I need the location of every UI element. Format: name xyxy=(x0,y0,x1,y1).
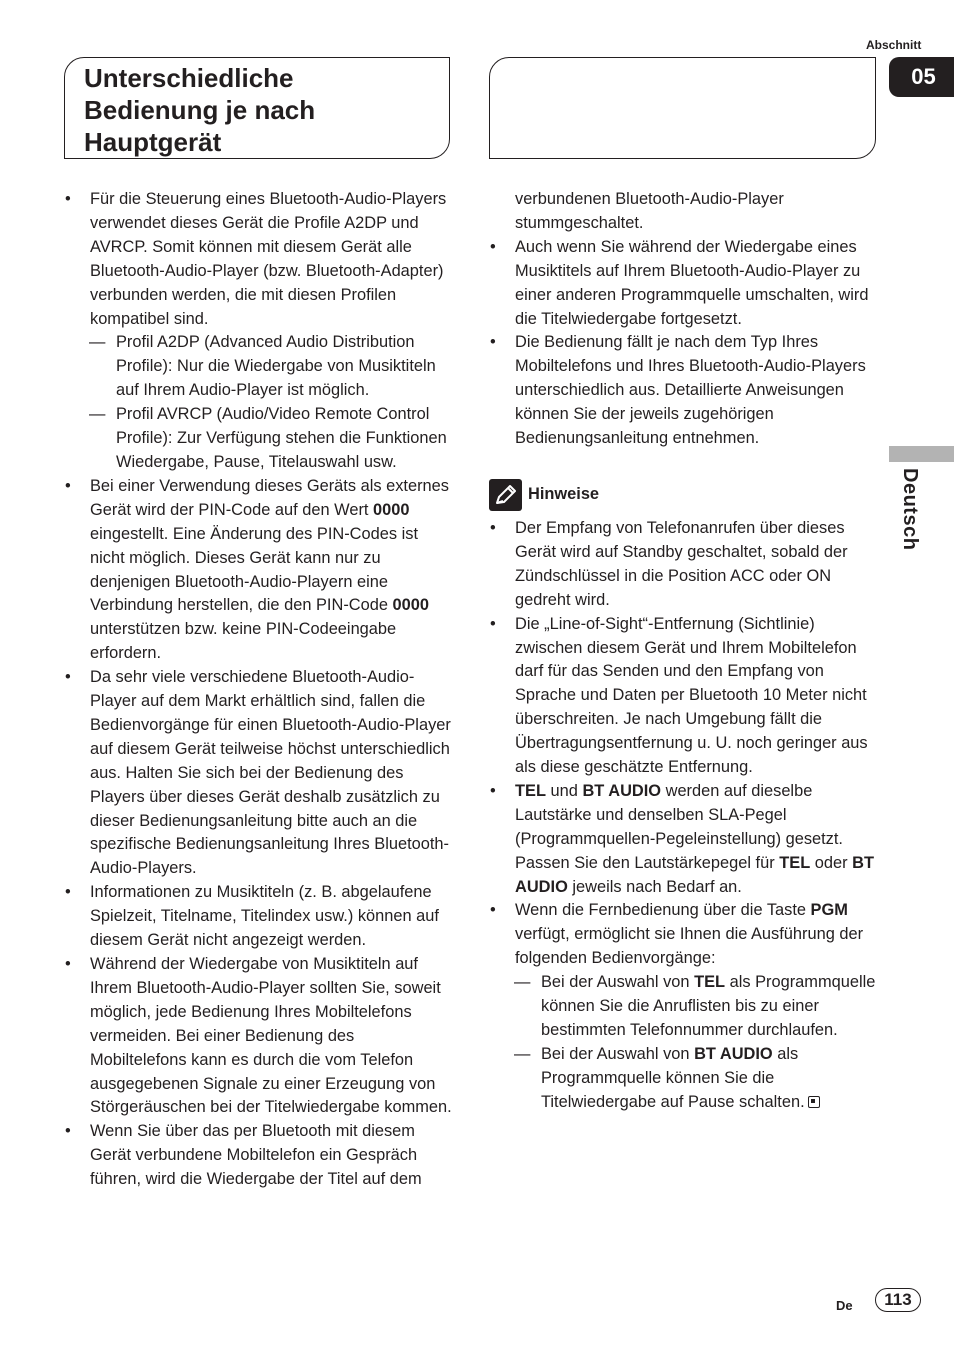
sub-item xyxy=(489,971,879,1043)
text-run: eingestellt. Eine Änderung des PIN-Codes ist nicht möglich. Dieses Gerät kann nur zu denjenigen Bluetooth-Audio-Playern eine Verbindung herstellen, die den PIN-Code xyxy=(90,524,418,615)
term: BT AUDIO xyxy=(515,853,874,896)
term: PGM xyxy=(810,901,848,920)
term: TEL xyxy=(694,973,726,992)
notes-heading xyxy=(489,479,879,511)
left-column xyxy=(64,188,454,1192)
page-number: 113 xyxy=(875,1288,921,1312)
bullet-item: • Für die Steuerung eines Bluetooth-Audio-Players verwendet dieses Gerät die Profile A2DP und AVRCP. Somit können mit diesem Gerät alle Bluetooth-Audio-Player (bzw. Bluetooth-Adapter) verbunden werden, die mit diesen Profilen kompatibel sind. xyxy=(64,188,454,331)
empty-header-box xyxy=(489,57,876,159)
text-run: Wenn die Fernbedienung über die Taste xyxy=(515,901,811,920)
text-run: verfügt, ermöglicht sie Ihnen die Ausführung der folgenden Bedienvorgänge: xyxy=(515,925,864,968)
term: TEL xyxy=(515,781,546,800)
right-column xyxy=(489,188,879,1115)
text-run: werden auf dieselbe Lautstärke und denselben SLA-Pegel (Programmquellen-Pegeleinstellung) gesetzt. Passen Sie den Lautstärkepegel für xyxy=(515,781,843,872)
text-run: oder xyxy=(810,853,853,872)
pin-code: 0000 xyxy=(392,596,429,615)
continued-text: verbundenen Bluetooth-Audio-Player stummgeschaltet. xyxy=(515,190,784,232)
text-run: als Programmquelle können Sie die Titelwiedergabe auf Pause schalten. xyxy=(541,1044,805,1111)
note-item xyxy=(489,780,879,900)
bullet-item xyxy=(64,475,454,666)
note-item: • Der Empfang von Telefonanrufen über dieses Gerät wird auf Standby geschaltet, sobald der Zündschlüssel in die Position ACC oder ON gedreht wird. xyxy=(489,517,879,613)
bullet-item: • Während der Wiedergabe von Musiktiteln auf Ihrem Bluetooth-Audio-Player sollten Sie, soweit möglich, jede Bedienung Ihres Mobiltelefons vermeiden. Bei einer Bedienung des Mobiltelefons kann es durch die vom Telefon ausgegebenen Signale zu einer Erzeugung von Störgeräuschen bei der Titelwiedergabe kommen. xyxy=(64,953,454,1120)
notes-title: Hinweise xyxy=(528,485,600,504)
pencil-note-icon xyxy=(489,479,522,511)
sub-item: — Profil AVRCP (Audio/Video Remote Control Profile): Zur Verfügung stehen die Funktionen Wiedergabe, Pause, Titelauswahl usw. xyxy=(64,403,454,475)
note-item: • Die „Line-of-Sight“-Entfernung (Sichtlinie) zwischen diesem Gerät und Ihrem Mobiltelefon darf für das Senden und den Empfang von Sprache und Daten per Bluetooth 10 Meter nicht überschreiten. Je nach Umgebung fällt die Übertragungsentfernung u. U. noch geringer aus als diese geschätzte Entfernung. xyxy=(489,613,879,780)
language-tab-label: Deutsch xyxy=(899,468,921,551)
term: BT AUDIO xyxy=(582,781,662,800)
bullet-item: • Wenn Sie über das per Bluetooth mit diesem Gerät verbundene Mobiltelefon ein Gespräch führen, wird die Wiedergabe der Titel auf dem xyxy=(64,1120,454,1192)
chapter-title-line-2: Bedienung je nach xyxy=(84,95,316,125)
footer-language-code: De xyxy=(836,1298,853,1313)
sub-item: — Profil A2DP (Advanced Audio Distribution Profile): Nur die Wiedergabe von Musiktiteln auf Ihrem Audio-Player ist möglich. xyxy=(64,331,454,403)
section-number-badge: 05 xyxy=(889,57,954,97)
bullet-item: • Informationen zu Musiktiteln (z. B. abgelaufene Spielzeit, Titelname, Titelindex usw.) können auf diesem Gerät nicht angezeigt werden. xyxy=(64,881,454,953)
text-run: Bei einer Verwendung dieses Geräts als externes Gerät wird der PIN-Code auf den Wert xyxy=(90,476,449,519)
text-run: jeweils nach Bedarf an. xyxy=(567,877,742,896)
bullet-item: • Da sehr viele verschiedene Bluetooth-Audio-Player auf dem Markt erhältlich sind, fallen die Bedienvorgänge für einen Bluetooth-Audio-Player auf diesem Gerät teilweise höchst unterschiedlich aus. Halten Sie sich bei der Bedienung des Players über dieses Gerät deshalb zusätzlich zu dieser Bedienungsanleitung bitte auch an die spezifische Bedienungsanleitung Ihres Bluetooth-Audio-Players. xyxy=(64,666,454,881)
end-of-section-icon xyxy=(808,1096,820,1108)
chapter-title xyxy=(84,62,449,158)
chapter-title-line-1: Unterschiedliche xyxy=(84,63,294,93)
text-run: als Programmquelle können Sie die Anruflisten bis zu einer bestimmten Telefonnummer durchlaufen. xyxy=(541,973,876,1039)
note-item xyxy=(489,899,879,971)
section-label: Abschnitt xyxy=(866,38,922,52)
chapter-title-line-3: Hauptgerät xyxy=(84,127,222,157)
chapter-title-box xyxy=(64,57,450,159)
text-run: unterstützen bzw. keine PIN-Codeeingabe erfordern. xyxy=(90,620,397,663)
text-run: und xyxy=(545,781,583,800)
pin-code: 0000 xyxy=(373,500,410,519)
text-run: Bei der Auswahl von xyxy=(541,1044,695,1063)
bullet-item: • Die Bedienung fällt je nach dem Typ Ihres Mobiltelefons und Ihres Bluetooth-Audio-Players unterschiedlich aus. Detaillierte Anweisungen können Sie der jeweils zugehörigen Bedienungsanleitung entnehmen. xyxy=(489,331,879,451)
language-tab-bar xyxy=(889,446,954,462)
bullet-item: • Auch wenn Sie während der Wiedergabe eines Musiktitels auf Ihrem Bluetooth-Audio-Player zu einer anderen Programmquelle umschalten, wird die Titelwiedergabe fortgesetzt. xyxy=(489,236,879,332)
sub-item xyxy=(489,1043,879,1115)
term: TEL xyxy=(779,853,811,872)
text-run: Bei der Auswahl von xyxy=(541,973,695,992)
term: BT AUDIO xyxy=(694,1044,773,1063)
